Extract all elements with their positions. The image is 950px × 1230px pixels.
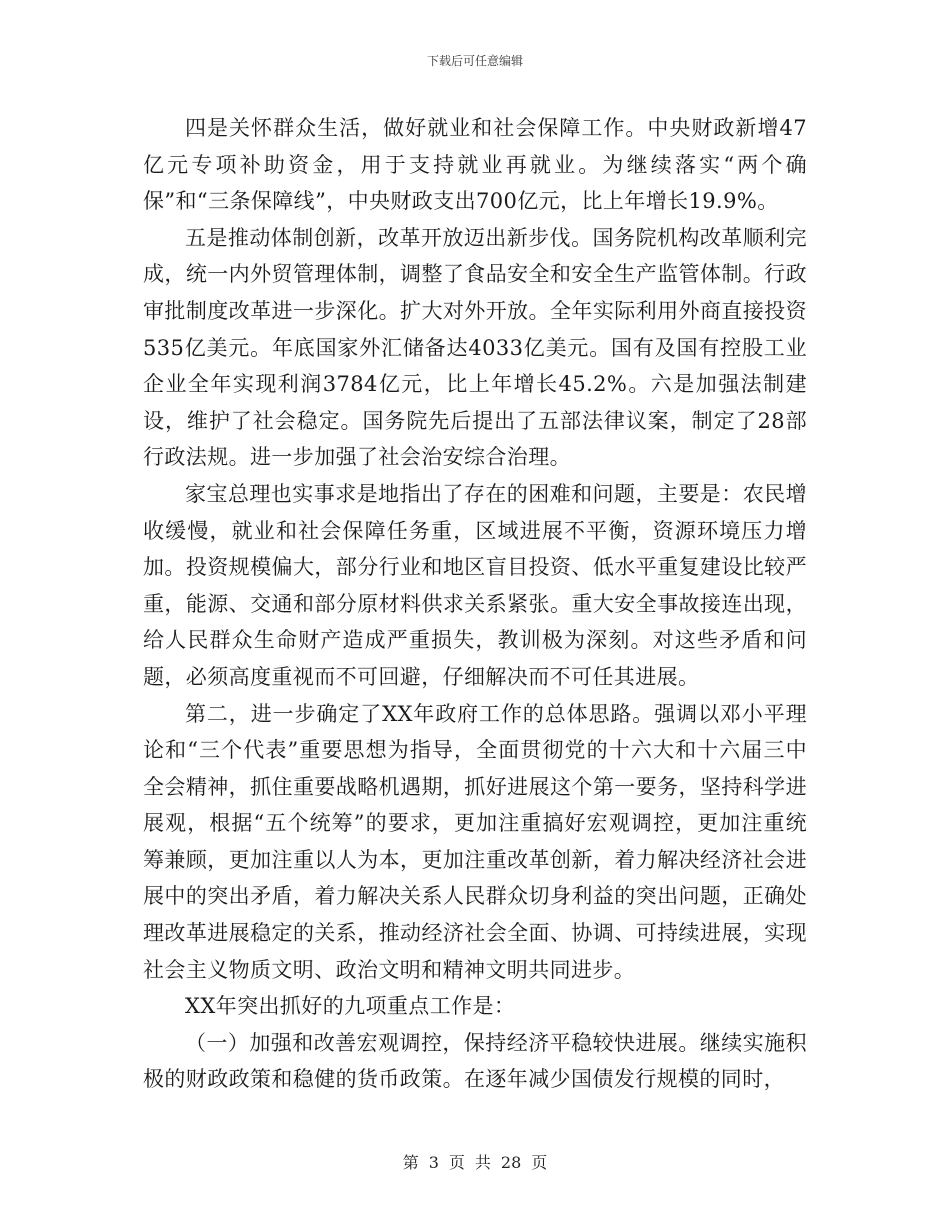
footer-prefix: 第 [402,1153,419,1172]
paragraph-problems: 家宝总理也实事求是地指出了存在的困难和问题，主要是：农民增收缓慢，就业和社会保障任务重，区域进展不平衡，资源环境压力增加。投资规模偏大，部分行业和地区盲目投资、低水平重复建设比较严重，能源、交通和部分原材料供求关系紧张。重大安全事故接连出现，给人民群众生命财产造成严重损失，教训极为深刻。对这些矛盾和问题，必须高度重视而不可回避，仔细解决而不可任其进展。 [143,481,807,689]
document-body [143,110,807,1098]
footer-page-word: 页 [448,1153,465,1172]
footer-suffix: 页 [531,1153,548,1172]
paragraph-key-tasks-intro: XX年突出抓好的九项重点工作是： [185,994,516,1019]
footer-total-pages: 28 [500,1153,522,1172]
paragraph-reform: 五是推动体制创新，改革开放迈出新步伐。国务院机构改革顺利完成，统一内外贸管理体制，调整了食品安全和安全生产监管体制。行政审批制度改革进一步深化。扩大对外开放。全年实际利用外商直接投资535亿美元。年底国家外汇储备达4033亿美元。国有及国有控股工业企业全年实现利润3784亿元，比上年增长45.2%。六是加强法制建设，维护了社会稳定。国务院先后提出了五部法律议案，制定了28部行政法规。进一步加强了社会治安综合治理。 [143,225,807,470]
paragraph-livelihood: 四是关怀群众生活，做好就业和社会保障工作。中央财政新增47亿元专项补助资金，用于支持就业再就业。为继续落实“两个确保”和“三条保障线”，中央财政支出700亿元，比上年增长19.9%。 [143,116,807,214]
page-footer [0,1153,950,1173]
paragraph-macro-control: （一）加强和改善宏观调控，保持经济平稳较快进展。继续实施积极的财政政策和稳健的货币政策。在逐年减少国债发行规模的同时， [143,1030,807,1092]
paragraph-overall-approach: 第二，进一步确定了XX年政府工作的总体思路。强调以邓小平理论和“三个代表”重要思想为指导，全面贯彻党的十六大和十六届三中全会精神，抓住重要战略机遇期，抓好进展这个第一要务，坚持科学进展观，根据“五个统筹”的要求，更加注重搞好宏观调控，更加注重统筹兼顾，更加注重以人为本，更加注重改革创新，着力解决经济社会进展中的突出矛盾，着力解决关系人民群众切身利益的突出问题，正确处理改革进展稳定的关系，推动经济社会全面、协调、可持续进展，实现社会主义物质文明、政治文明和精神文明共同进步。 [143,701,807,982]
footer-page-number: 3 [428,1153,439,1172]
footer-total-word: 共 [474,1153,491,1172]
page-header-note: 下载后可任意编辑 [426,54,523,68]
